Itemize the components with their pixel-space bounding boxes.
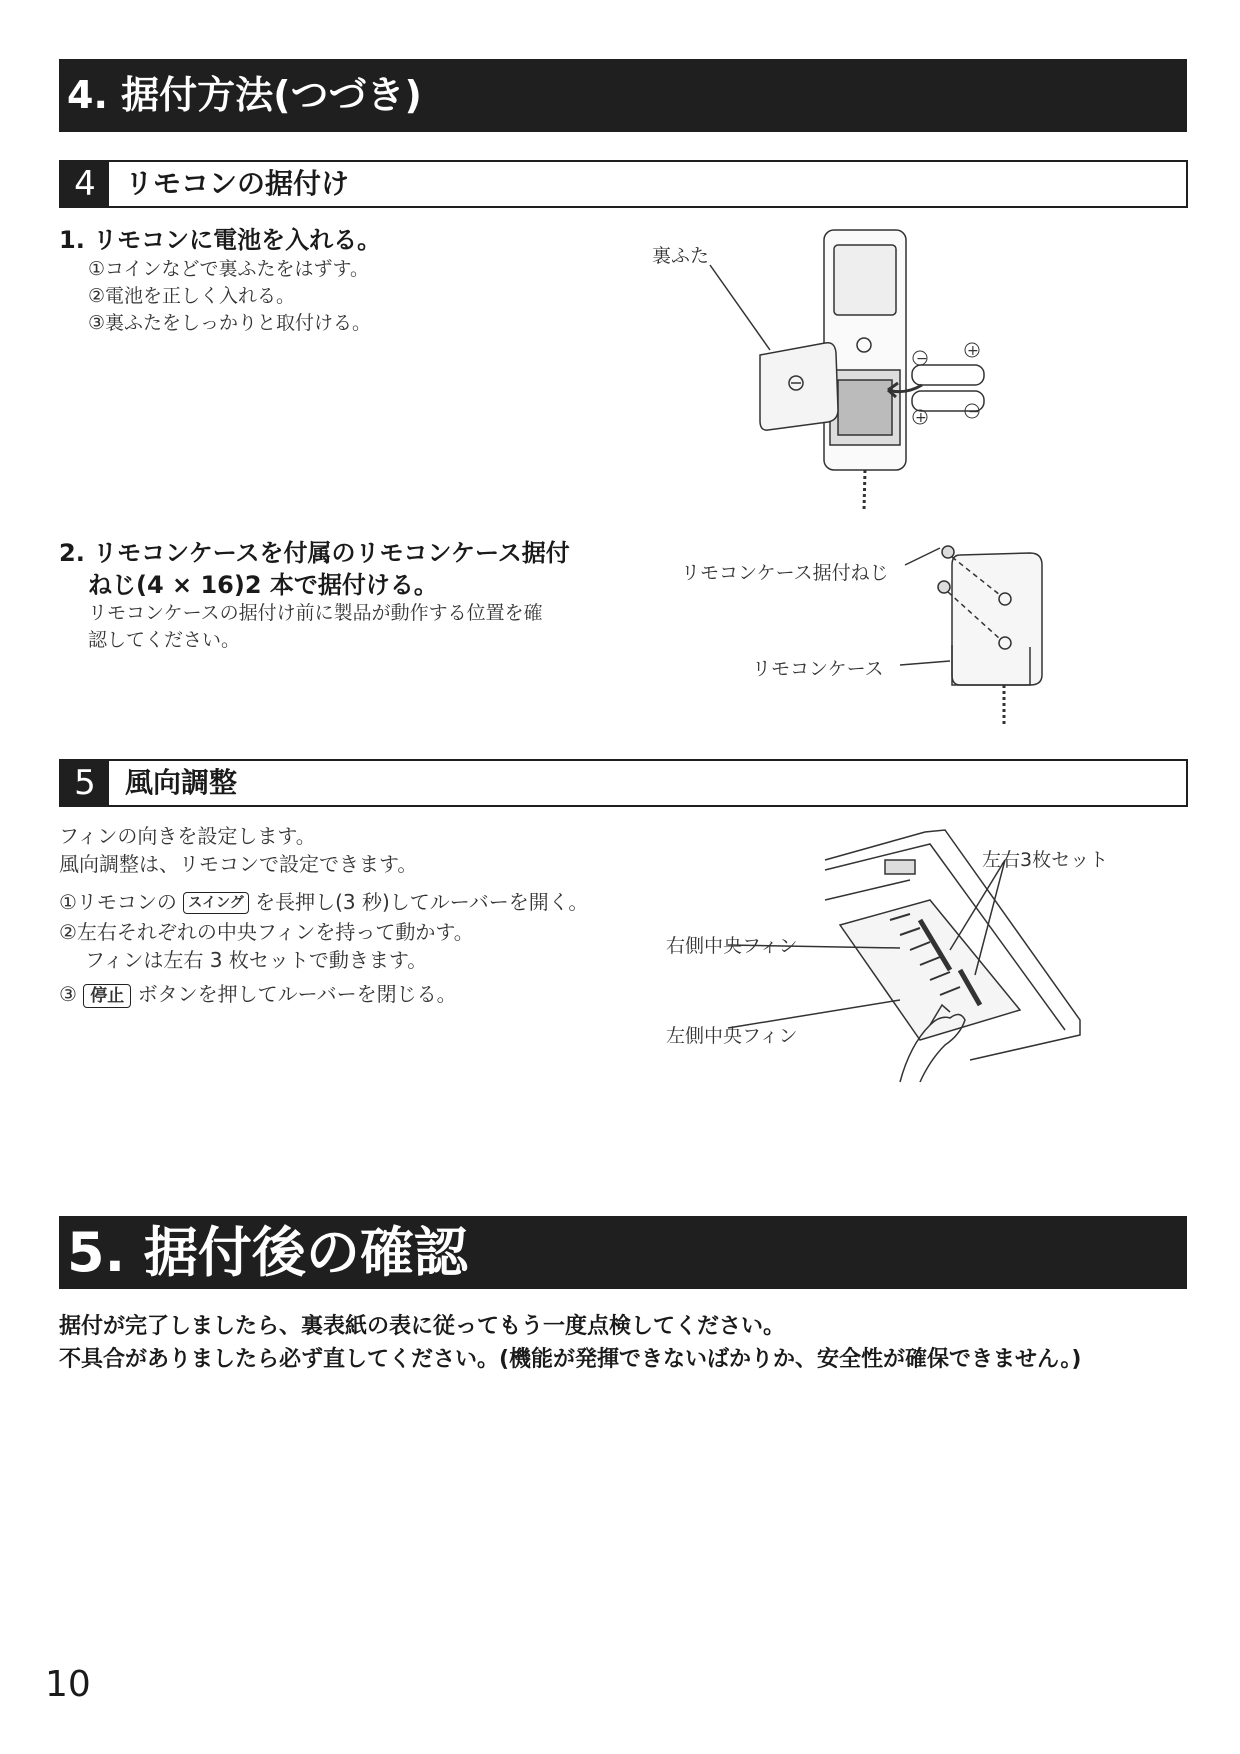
airflow-item-1	[59, 888, 588, 916]
confirm-line1: 据付が完了しましたら、裏表紙の表に従ってもう一度点検してください。	[59, 1314, 786, 1339]
item3-pre: ③	[59, 982, 77, 1006]
airflow-intro-line1: フィンの向きを設定します。	[59, 824, 316, 848]
step2-note-line2: 認してください。	[88, 629, 241, 651]
chapter-header-installation-method	[59, 59, 1187, 132]
item1-post: を長押し(3 秒)してルーバーを開く。	[255, 890, 589, 914]
step2-title-line2: ねじ(4 × 16)2 本で据付ける。	[88, 571, 438, 599]
airflow-item-3	[59, 980, 457, 1008]
step1-item-2: ②電池を正しく入れる。	[88, 285, 296, 307]
section-number: 5	[61, 761, 109, 805]
remote-case-label: リモコンケース	[752, 658, 884, 680]
section-title: リモコンの据付け	[125, 167, 350, 200]
step1-list	[88, 256, 371, 337]
stop-key: 停止	[83, 984, 131, 1008]
airflow-intro-line2: 風向調整は、リモコンで設定できます。	[59, 852, 418, 876]
step1-item-3: ③裏ふたをしっかりと取付ける。	[88, 312, 372, 334]
left-center-fin-label: 左側中央フィン	[666, 1025, 798, 1047]
right-center-fin-label: 右側中央フィン	[666, 935, 798, 957]
item1-pre: ①リモコンの	[59, 890, 177, 914]
remote-battery-illustration	[650, 225, 1010, 525]
item3-post: ボタンを押してルーバーを閉じる。	[137, 982, 457, 1006]
svg-text:+: +	[967, 343, 979, 359]
svg-text:−: −	[968, 404, 980, 420]
swing-key: スイング	[183, 892, 248, 914]
three-fin-set-label: 左右3枚セット	[982, 849, 1109, 871]
confirm-text	[59, 1310, 1081, 1376]
svg-text:−: −	[916, 351, 928, 367]
section-title: 風向調整	[125, 766, 238, 799]
item2-line2: フィンは左右 3 枚セットで動きます。	[85, 948, 428, 972]
confirm-line2: 不具合がありましたら必ず直してください。(機能が発揮できないばかりか、安全性が確保できません。)	[59, 1347, 1082, 1372]
airflow-intro	[59, 822, 417, 878]
step2-note-line1: リモコンケースの据付け前に製品が動作する位置を確	[88, 602, 543, 624]
step1-title: 1. リモコンに電池を入れる。	[59, 226, 382, 254]
airflow-item-2	[59, 918, 474, 974]
chapter-title: 4. 据付方法(つづき)	[67, 73, 422, 117]
section-number: 4	[61, 162, 109, 206]
louver-adjust-illustration	[810, 820, 1090, 1090]
chapter-title: 5. 据付後の確認	[67, 1221, 468, 1284]
step2-title-line1: 2. リモコンケースを付属のリモコンケース据付	[59, 539, 570, 567]
item2-line1: ②左右それぞれの中央フィンを持って動かす。	[59, 920, 474, 944]
svg-text:+: +	[915, 410, 927, 426]
section-header-airflow	[59, 759, 1188, 807]
chapter-header-post-install-check	[59, 1216, 1187, 1289]
case-screw-label: リモコンケース据付ねじ	[681, 562, 889, 584]
section-header-remote-install	[59, 160, 1188, 208]
step1-item-1: ①コインなどで裏ふたをはずす。	[88, 258, 369, 280]
remote-case-illustration	[900, 535, 1060, 735]
back-cover-label: 裏ふた	[652, 245, 710, 267]
page-number: 10	[45, 1664, 91, 1705]
step2-note	[88, 600, 543, 654]
